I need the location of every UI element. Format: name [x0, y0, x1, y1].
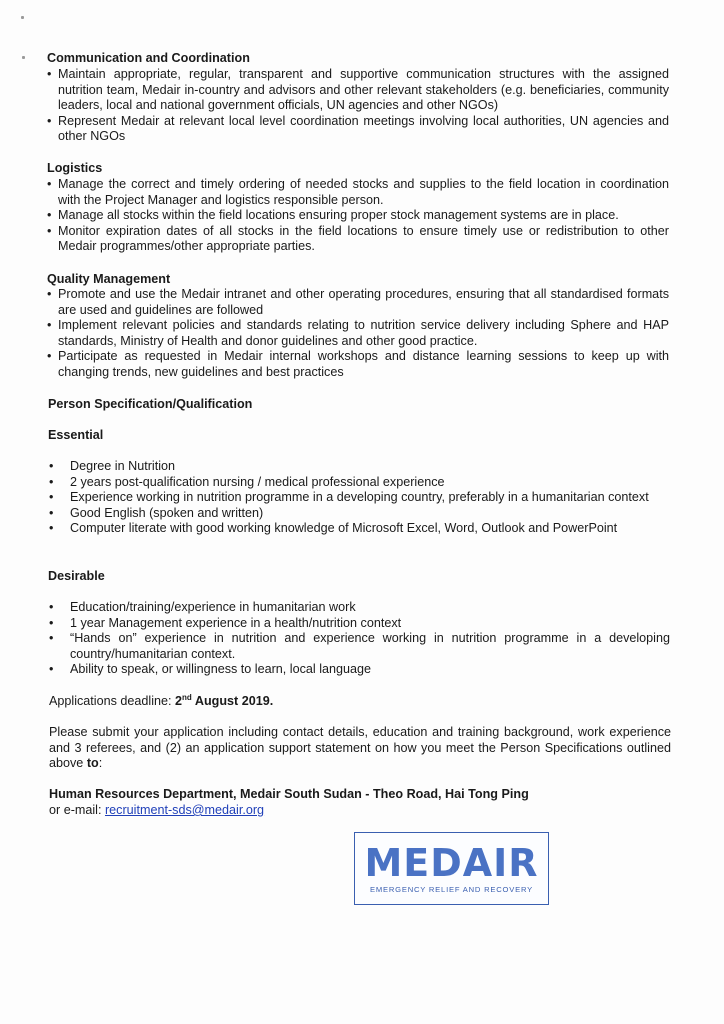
- submission-text: Please submit your application including contact details, education and training background, work experience and 3 referees, and (2) an application support statement on how you meet the Person Specifications outlined above: [49, 725, 671, 771]
- email-line: [49, 803, 671, 819]
- list-item: • Promote and use the Medair intranet and other operating procedures, ensuring that all standardised formats are used and guidelines are followed: [47, 287, 669, 318]
- desirable-list: [48, 600, 670, 678]
- section-heading-quality: Quality Management: [47, 272, 171, 286]
- section-heading-desirable: Desirable: [48, 569, 105, 583]
- list-item: • Participate as requested in Medair internal workshops and distance learning sessions to keep up with changing trends, new guidelines and best practices: [47, 349, 669, 380]
- essential-list: [48, 459, 670, 537]
- deadline-month-year: August 2019.: [194, 694, 274, 708]
- scan-speck: [21, 16, 24, 19]
- list-item: • Ability to speak, or willingness to learn, local language: [48, 662, 670, 678]
- logistics-list: [47, 177, 669, 255]
- list-item: • Good English (spoken and written): [48, 506, 670, 522]
- list-item: • Represent Medair at relevant local level coordination meetings involving local authorities, UN agencies and other NGOs: [47, 114, 669, 145]
- email-link[interactable]: recruitment-sds@medair.org: [104, 803, 265, 817]
- medair-logo-wordmark: MEDAIR: [364, 841, 539, 885]
- list-item: • Manage all stocks within the field locations ensuring proper stock management systems are in place.: [47, 208, 669, 224]
- deadline-day-suffix: nd: [182, 692, 192, 702]
- list-item: • Experience working in nutrition programme in a developing country, preferably in a humanitarian context: [48, 490, 670, 506]
- list-item: • Degree in Nutrition: [48, 459, 670, 475]
- section-heading-person-spec: Person Specification/Qualification: [48, 397, 253, 411]
- list-item: • 1 year Management experience in a health/nutrition context: [48, 616, 670, 632]
- email-prefix: or e-mail:: [49, 803, 105, 817]
- section-heading-communication: Communication and Coordination: [47, 51, 250, 65]
- section-heading-essential: Essential: [48, 428, 104, 442]
- list-item: • “Hands on” experience in nutrition and experience working in nutrition programme in a developing country/humanitarian context.: [48, 631, 670, 662]
- deadline-date: [175, 694, 273, 708]
- applications-deadline: [49, 694, 671, 710]
- list-item: • Maintain appropriate, regular, transparent and supportive communication structures with the assigned nutrition team, Medair in-country and advisors and other relevant stakeholders (e.g. beneficiaries, community leaders, local and national government officials, UN agencies and other NGOs): [47, 67, 669, 114]
- list-item: • Computer literate with good working knowledge of Microsoft Excel, Word, Outlook and PowerPoint: [48, 521, 670, 537]
- medair-logo-tagline: EMERGENCY RELIEF AND RECOVERY: [369, 885, 534, 894]
- hr-address: Human Resources Department, Medair South Sudan - Theo Road, Hai Tong Ping: [49, 787, 529, 801]
- medair-logo: [354, 832, 549, 905]
- deadline-day: 2: [175, 694, 183, 708]
- deadline-label: Applications deadline:: [49, 694, 172, 708]
- scan-speck: [22, 56, 25, 59]
- list-item: • Monitor expiration dates of all stocks in the field locations to ensure timely use or redistribution to other Medair programmes/other appropriate parties.: [47, 224, 669, 255]
- communication-list: [47, 67, 669, 145]
- submission-to: to: [86, 756, 99, 771]
- submission-colon: :: [98, 756, 103, 771]
- submission-instructions: [49, 725, 671, 772]
- list-item: • Implement relevant policies and standards relating to nutrition service delivery including Sphere and HAP standards, Ministry of Health and donor guidelines and other good practice.: [47, 318, 669, 349]
- list-item: • Manage the correct and timely ordering of needed stocks and supplies to the field location in coordination with the Project Manager and logistics responsible person.: [47, 177, 669, 208]
- list-item: • 2 years post-qualification nursing / medical professional experience: [48, 475, 670, 491]
- section-heading-logistics: Logistics: [47, 161, 103, 175]
- list-item: • Education/training/experience in humanitarian work: [48, 600, 670, 616]
- quality-list: [47, 287, 669, 381]
